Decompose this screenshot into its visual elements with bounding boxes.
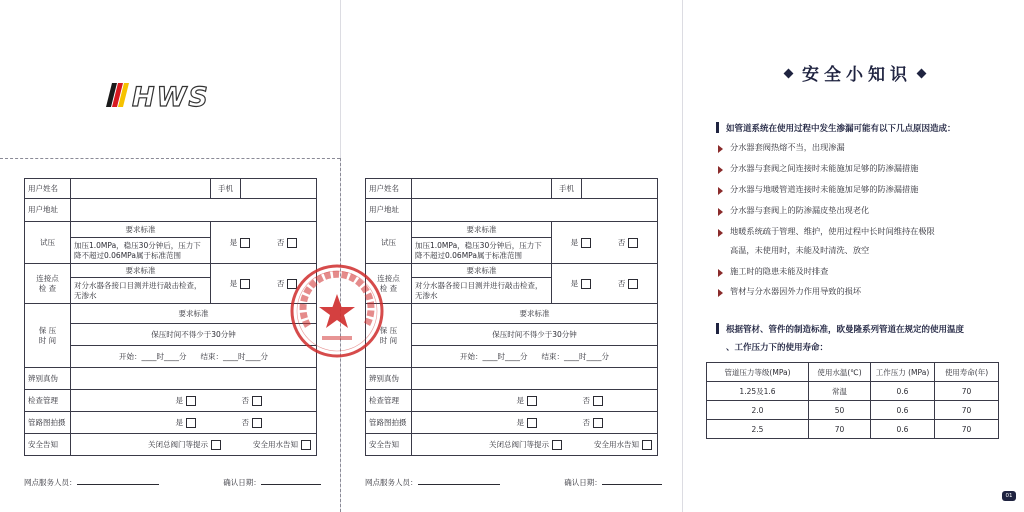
- cut-line-left: [0, 158, 340, 159]
- hold-time-description: 保压时间不得少于30分钟: [412, 324, 658, 346]
- pressure-test-no-checkbox[interactable]: [628, 238, 638, 248]
- pressure-test-requirement-header: 要求标准: [412, 222, 552, 238]
- chevron-right-icon: [718, 145, 723, 153]
- diamond-icon-left: [784, 69, 794, 79]
- leak-cause-6: 施工时的隐患未能及时排查: [730, 266, 829, 276]
- inspection-label: 检查管理: [25, 390, 71, 412]
- page-number: 01: [1002, 491, 1016, 501]
- table-row: [707, 401, 999, 420]
- table-row: [707, 420, 999, 439]
- joint-check-requirement-header: 要求标准: [412, 264, 552, 278]
- table-cell: 70: [935, 382, 999, 401]
- authenticity-label: 辨别真伪: [366, 368, 412, 390]
- user-address-field[interactable]: [412, 199, 658, 222]
- leak-cause-3: 分水器与地暖管道连接时未能施加足够的防渗漏措施: [730, 184, 919, 194]
- table-row: [707, 382, 999, 401]
- chevron-right-icon: [718, 289, 723, 297]
- table-header-cell: 管道压力等级(MPa): [707, 363, 809, 382]
- service-life-heading-1: 根据管材、管件的制造标准，欧曼隆系列管道在规定的使用温度: [726, 325, 965, 335]
- leak-cause-1: 分水器套阀热熔不当，出现渗漏: [730, 142, 845, 152]
- joint-check-check: 是 否: [552, 264, 658, 304]
- leak-causes-heading: 如管道系统在使用过程中发生渗漏可能有以下几点原因造成：: [726, 124, 956, 134]
- joint-check-yes-checkbox[interactable]: [240, 279, 250, 289]
- pipe-photo-label: 管路图拍摄: [366, 412, 412, 434]
- joint-check-yes-checkbox[interactable]: [581, 279, 591, 289]
- table-cell: 0.6: [871, 382, 935, 401]
- table-header-cell: 使用寿命(年): [935, 363, 999, 382]
- pressure-test-label: 试压: [366, 222, 412, 264]
- inspection-check: 是 否: [412, 390, 658, 412]
- pipe-photo-no-checkbox[interactable]: [252, 418, 262, 428]
- pipe-photo-no-checkbox[interactable]: [593, 418, 603, 428]
- pressure-test-requirement-header: 要求标准: [71, 222, 211, 238]
- inspection-yes-checkbox[interactable]: [527, 396, 537, 406]
- hold-time-start-end[interactable]: 开始：____时____分 结束：____时____分: [71, 346, 317, 368]
- pressure-test-description: 加压1.0MPa，稳压30分钟后，压力下降不超过0.06MPa属于标准范围: [71, 238, 211, 264]
- pipe-photo-yes-checkbox[interactable]: [186, 418, 196, 428]
- pressure-test-no-checkbox[interactable]: [287, 238, 297, 248]
- authenticity-field[interactable]: [71, 368, 317, 390]
- phone-label: 手机: [552, 179, 582, 199]
- phone-field[interactable]: [582, 179, 658, 199]
- chevron-right-icon: [718, 269, 723, 277]
- hold-time-label: 保 压 时 间: [25, 304, 71, 368]
- logo-text: HWS: [132, 82, 210, 110]
- inspection-check: 是 否: [71, 390, 317, 412]
- service-life-heading-2: 、工作压力下的使用寿命：: [726, 343, 829, 353]
- middle-footer: 网点服务人员： 确认日期：: [365, 476, 662, 488]
- service-form-left: [24, 178, 317, 456]
- hold-time-label: 保 压 时 间: [366, 304, 412, 368]
- service-staff-signature[interactable]: [77, 476, 159, 485]
- inspection-yes-checkbox[interactable]: [186, 396, 196, 406]
- table-cell: 2.5: [707, 420, 809, 439]
- leak-cause-4: 分水器与套阀上的防渗漏皮垫出现老化: [730, 205, 870, 215]
- table-header-row: [707, 363, 999, 382]
- safety-notice-check: 关闭总阀门等提示 安全用水告知: [412, 434, 658, 456]
- table-cell: 0.6: [871, 420, 935, 439]
- section-bar-icon: [716, 122, 719, 133]
- table-header-cell: 工作压力 (MPa): [871, 363, 935, 382]
- pressure-test-yes-checkbox[interactable]: [240, 238, 250, 248]
- phone-field[interactable]: [241, 179, 317, 199]
- company-seal: [288, 262, 386, 360]
- leak-cause-2: 分水器与套阀之间连接时未能施加足够的防渗漏措施: [730, 163, 919, 173]
- hold-time-start-end[interactable]: 开始：____时____分 结束：____时____分: [412, 346, 658, 368]
- joint-check-requirement-header: 要求标准: [71, 264, 211, 278]
- authenticity-field[interactable]: [412, 368, 658, 390]
- confirm-date-field[interactable]: [602, 476, 662, 485]
- user-address-label: 用户地址: [366, 199, 412, 222]
- user-name-field[interactable]: [412, 179, 552, 199]
- hold-requirement-header: 要求标准: [71, 304, 317, 324]
- pipe-photo-yes-checkbox[interactable]: [527, 418, 537, 428]
- inspection-no-checkbox[interactable]: [252, 396, 262, 406]
- table-cell: 2.0: [707, 401, 809, 420]
- joint-check-description: 对分水器各接口目测并进行敲击检查，无渗水: [412, 278, 552, 304]
- safety-notice-label: 安全告知: [366, 434, 412, 456]
- authenticity-label: 辨别真伪: [25, 368, 71, 390]
- chevron-right-icon: [718, 187, 723, 195]
- user-name-field[interactable]: [71, 179, 211, 199]
- chevron-right-icon: [718, 166, 723, 174]
- safe-water-checkbox[interactable]: [301, 440, 311, 450]
- user-address-label: 用户地址: [25, 199, 71, 222]
- phone-label: 手机: [211, 179, 241, 199]
- hws-logo: [106, 80, 236, 110]
- table-cell: 70: [935, 401, 999, 420]
- pressure-test-yes-checkbox[interactable]: [581, 238, 591, 248]
- joint-check-label: 连接点 检 查: [25, 264, 71, 304]
- hold-requirement-header: 要求标准: [412, 304, 658, 324]
- confirm-date-field[interactable]: [261, 476, 321, 485]
- hold-time-description: 保压时间不得少于30分钟: [71, 324, 317, 346]
- leak-cause-5-continued: 高温，未使用时，未能及时清洗、放空: [730, 245, 870, 255]
- pressure-test-check: 是 否: [552, 222, 658, 264]
- safety-notice-check: 关闭总阀门等提示 安全用水告知: [71, 434, 317, 456]
- joint-check-description: 对分水器各接口目测并进行敲击检查，无渗水: [71, 278, 211, 304]
- close-valve-checkbox[interactable]: [552, 440, 562, 450]
- table-cell: 70: [935, 420, 999, 439]
- inspection-no-checkbox[interactable]: [593, 396, 603, 406]
- table-cell: 常温: [809, 382, 871, 401]
- fold-line-2: [682, 0, 683, 512]
- pipe-photo-label: 管路图拍摄: [25, 412, 71, 434]
- pressure-test-check: 是 否: [211, 222, 317, 264]
- pressure-test-description: 加压1.0MPa，稳压30分钟后，压力下降不超过0.06MPa属于标准范围: [412, 238, 552, 264]
- safety-title: 安全小知识: [760, 60, 950, 85]
- close-valve-checkbox[interactable]: [211, 440, 221, 450]
- table-cell: 0.6: [871, 401, 935, 420]
- joint-check-no-checkbox[interactable]: [628, 279, 638, 289]
- inspection-label: 检查管理: [366, 390, 412, 412]
- joint-check-label: 连接点 检 查: [366, 264, 412, 304]
- service-form-middle: [365, 178, 658, 456]
- service-staff-signature[interactable]: [418, 476, 500, 485]
- chevron-right-icon: [718, 208, 723, 216]
- leak-cause-5: 地暖系统疏于管理、维护，使用过程中长时间维持在极限: [730, 226, 935, 236]
- user-name-label: 用户姓名: [366, 179, 412, 199]
- table-cell: 1.25及1.6: [707, 382, 809, 401]
- pipe-photo-check: 是 否: [412, 412, 658, 434]
- table-cell: 50: [809, 401, 871, 420]
- left-footer: 网点服务人员： 确认日期：: [24, 476, 321, 488]
- safety-notice-label: 安全告知: [25, 434, 71, 456]
- user-address-field[interactable]: [71, 199, 317, 222]
- user-name-label: 用户姓名: [25, 179, 71, 199]
- table-cell: 70: [809, 420, 871, 439]
- safe-water-checkbox[interactable]: [642, 440, 652, 450]
- joint-check-check: 是 否: [211, 264, 317, 304]
- pipe-photo-check: 是 否: [71, 412, 317, 434]
- leak-cause-7: 管材与分水器因外力作用导致的损坏: [730, 286, 862, 296]
- chevron-right-icon: [718, 229, 723, 237]
- diamond-icon-right: [917, 69, 927, 79]
- pressure-test-label: 试压: [25, 222, 71, 264]
- section-bar-icon: [716, 323, 719, 334]
- table-header-cell: 使用水温(℃): [809, 363, 871, 382]
- service-life-table: [706, 362, 999, 439]
